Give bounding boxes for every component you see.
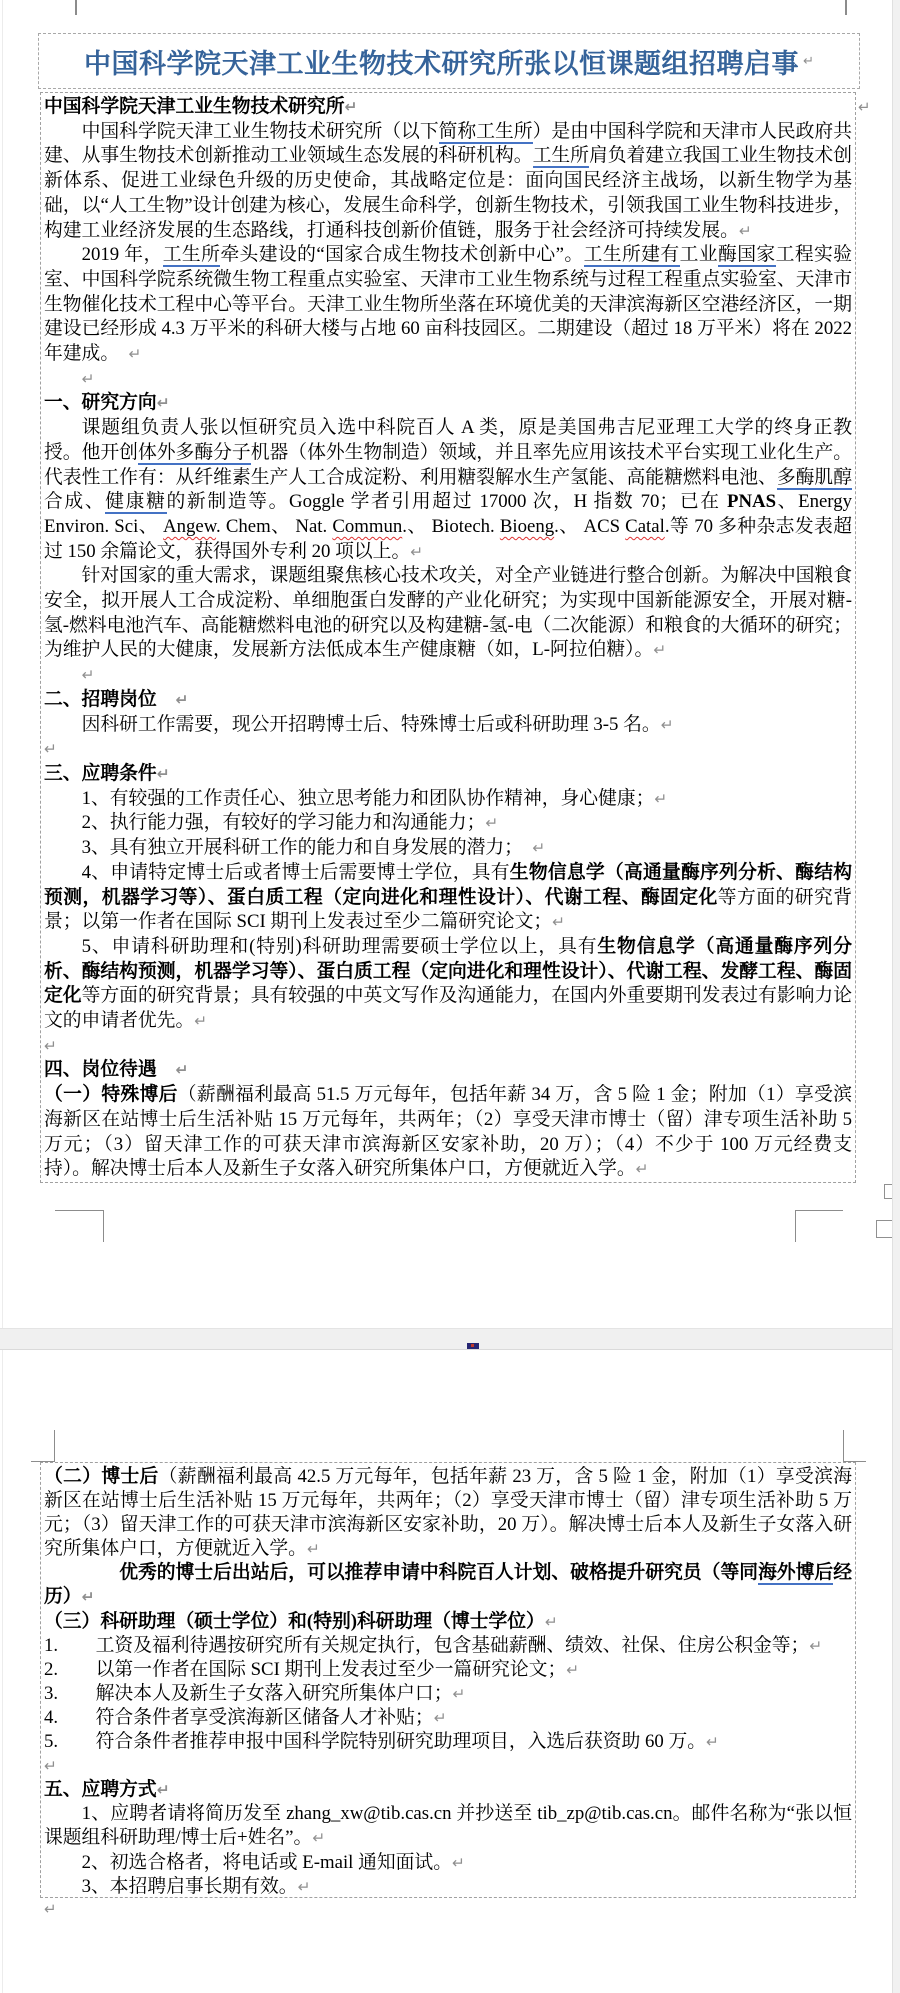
paragraph: [44, 836, 852, 861]
paragraph: [44, 787, 852, 812]
text-run: 体外多酶分子: [137, 441, 251, 463]
text-run: 三、应聘条件: [44, 762, 157, 784]
text-run: 工生所建有: [583, 244, 680, 266]
pilcrow-mark: ↵: [297, 1877, 311, 1896]
text-run: 酶国家: [718, 244, 776, 266]
text-run: 等方面的研究背景；具有较强的中英文写作及沟通能力，在国内外重要期刊发表过有影响力论文的申请者优先。: [44, 985, 853, 1032]
pilcrow-mark: ↵: [654, 789, 668, 808]
paragraph: [44, 1730, 852, 1754]
paragraph: [44, 391, 852, 416]
page-separator: [0, 1328, 900, 1350]
pilcrow-after-box: ↵: [44, 1900, 57, 1918]
text-run: [157, 689, 176, 710]
crop-mark-bottom-left-p1-h: [55, 1210, 103, 1211]
text-run: 一、研究方向: [44, 392, 157, 414]
text-run: 3. 解决本人及新生子女落入研究所集体户口；: [44, 1682, 453, 1704]
pilcrow-mark: ↵: [803, 53, 814, 69]
paragraph: [44, 1561, 852, 1609]
paragraph: [44, 1034, 852, 1059]
paragraph: [44, 935, 852, 1034]
paragraph: [44, 1778, 852, 1802]
text-run: [110, 343, 129, 364]
text-run: PNAS: [727, 491, 777, 513]
paragraph: [44, 811, 852, 836]
text-run: （薪酬福利最高 51.5 万元每年，包括年薪 34 万，含 5 险 1 金；附加（1）享受滨海新区在站博士后生活补贴 15 万元每年，共两年；（2）享受天津市博士（留）津专项生活补助 5 万元；（3）留天津工作的可获天津市滨海新区安家补助，20 万）；（4）不少于 100 万元经费支持）。解决博士后本人及新生子女落入研究所集体户口，方便就近入学。: [44, 1084, 852, 1180]
scrollbar-track[interactable]: [892, 0, 900, 1993]
body-textbox-page2[interactable]: [40, 1462, 856, 1898]
pilcrow-mark: ↵: [44, 740, 57, 759]
paragraph: [44, 1682, 852, 1706]
text-run: .、 Biotech.: [402, 515, 500, 537]
text-run: 4、申请特定博士后或者博士后需要博士学位，具有: [81, 861, 510, 883]
crop-mark-top-left-p2-v: [54, 1430, 55, 1462]
pilcrow-mark: ↵: [344, 98, 358, 116]
pilcrow-mark: ↵: [81, 666, 95, 685]
text-run: 2. 以第一作者在国际 SCI 期刊上发表过至少一篇研究论文；: [44, 1658, 567, 1680]
pilcrow-mark: ↵: [452, 1684, 466, 1703]
paragraph: [44, 1058, 852, 1083]
text-run: 多酶肌醇: [776, 466, 852, 488]
pilcrow-mark: ↵: [635, 1160, 649, 1179]
page-title: 中国科学院天津工业生物技术研究所张以恒课题组招聘启事: [84, 48, 799, 79]
paragraph: [44, 95, 852, 120]
text-run: Catal: [625, 515, 665, 537]
pilcrow-mark: ↵: [312, 1829, 326, 1848]
text-run: ）是由中国科学院和天津市人民政府共建、从事生物技术创新推动工业领域生态发展的科研机构。: [44, 120, 853, 167]
pilcrow-mark: ↵: [175, 1061, 189, 1080]
paragraph: [44, 1754, 852, 1778]
page-number-mark: [467, 1343, 479, 1349]
paragraph: [44, 243, 852, 367]
text-run: 2、初选合格者，将电话或 E-mail 通知面试。: [81, 1851, 452, 1873]
paragraph: [44, 416, 852, 564]
pilcrow-mark: ↵: [128, 345, 142, 364]
text-run: 1. 工资及福利待遇按研究所有关规定执行，包含基础薪酬、绩效、社保、住房公积金等；: [44, 1634, 810, 1656]
pilcrow-mark: ↵: [660, 715, 674, 734]
text-run: 工生所: [162, 244, 221, 266]
text-run: 工生所: [532, 145, 589, 167]
text-run: 、Energy Environ. Sci、: [44, 491, 852, 537]
pilcrow-mark: ↵: [532, 839, 546, 858]
pilcrow-mark: ↵: [175, 690, 189, 709]
text-run: 优秀的博士后出站后，可以推荐申请中科院百人计划、破格提升研究员（等同: [119, 1562, 759, 1584]
title-textbox[interactable]: [38, 33, 860, 89]
text-run: Commun: [332, 515, 403, 537]
text-run: 的新制造等。Goggle 学者引用超过 17000 次，H 指数 70；已在: [166, 491, 727, 513]
text-run: 经历）: [44, 1562, 853, 1608]
text-run: 针对国家的重大需求，课题组聚焦核心技术攻关，对全产业链进行整合创新。为解决中国粮食安全，拟开展人工合成淀粉、单细胞蛋白发酵的产业化研究；为实现中国新能源安全，开展对糖-氢-燃料电池汽车、高能糖燃料电池的研究以及构建糖-氢-电（二次能源）和粮食的大循环的研究；为维护人民的大健康，发展新方法低成本生产健康糖（如，L-阿拉伯糖）。: [44, 565, 852, 661]
pilcrow-mark: ↵: [552, 913, 566, 932]
pilcrow-mark: ↵: [194, 1012, 208, 1031]
text-run: 海外博后: [758, 1562, 834, 1584]
paragraph: [44, 1610, 852, 1634]
pilcrow-mark: ↵: [81, 1588, 95, 1607]
text-run: [514, 837, 533, 858]
pilcrow-mark: ↵: [433, 1708, 447, 1727]
pilcrow-mark: ↵: [81, 369, 95, 388]
paragraph: [44, 1851, 852, 1875]
pilcrow-mark: ↵: [410, 542, 424, 561]
text-run: Angew: [163, 515, 217, 537]
paragraph: [44, 564, 852, 663]
frame-anchor-pilcrow: ↵: [858, 98, 871, 116]
text-run: 1、应聘者请将简历发至 zhang_xw@tib.cas.cn 并抄送至 tib_zp@tib.cas.cn。邮件名称为“张以恒课题组科研助理/博士后+姓名”。: [44, 1803, 852, 1849]
text-run: 1、有较强的工作责任心、独立思考能力和团队协作精神，身心健康；: [81, 787, 655, 809]
crop-mark-bottom-right-p1-v: [795, 1210, 796, 1242]
text-run: 2、执行能力强，有较好的学习能力和沟通能力；: [81, 812, 486, 834]
text-run: 生物信息学（高通量酶序列分析、酶结构预测，机器学习等）、蛋白质工程（定向进化和理性设计）、代谢工程、发酵工程、酶固定化: [44, 935, 853, 1007]
text-run: （二）博士后: [44, 1466, 159, 1487]
pilcrow-mark: ↵: [706, 1733, 719, 1752]
text-run: 合成、: [44, 491, 106, 513]
text-run: 2019 年，: [81, 244, 163, 266]
text-run: 生物信息学（高通量酶序列分析、酶结构预测，机器学习等）、蛋白质工程（定向进化和理性设计）、代谢工程、酶固定化: [44, 861, 853, 908]
crop-mark-bottom-left-p1-v: [103, 1210, 104, 1242]
body-textbox-page1[interactable]: [40, 92, 856, 1183]
text-run: [157, 1059, 176, 1080]
text-run: 3、具有独立开展科研工作的能力和自身发展的潜力；: [81, 837, 514, 859]
text-run: 5、申请科研助理和(特别)科研助理需要硕士学位以上，具有: [81, 935, 598, 957]
paragraph: [44, 120, 852, 244]
text-run: （一）特殊博后: [44, 1084, 178, 1106]
crop-mark-top-left-p1: [75, 0, 77, 15]
pilcrow-mark: ↵: [306, 1540, 320, 1559]
paragraph: [44, 367, 852, 392]
paragraph: [44, 737, 852, 762]
text-run: 五、应聘方式: [44, 1779, 157, 1801]
text-run: .、 ACS: [554, 515, 626, 537]
paragraph: [44, 713, 852, 738]
text-run: 5. 符合条件者推荐申报中国科学院特别研究助理项目，入选后获资助 60 万。: [44, 1731, 707, 1753]
paragraph: [44, 663, 852, 688]
text-run: Bioeng: [499, 515, 555, 537]
text-run: 中国科学院天津工业生物技术研究所（以下: [81, 120, 439, 142]
pilcrow-mark: ↵: [809, 1636, 823, 1655]
text-run: 健康糖: [105, 491, 167, 513]
pilcrow-mark: ↵: [544, 1612, 558, 1631]
text-run: 3、本招聘启事长期有效。: [81, 1875, 298, 1897]
text-run: .等 70 多种杂志发表超过 150 余篇论文，获得国外专利 20 项以上。: [44, 515, 853, 562]
text-run: . Chem、 Nat.: [216, 515, 333, 537]
text-run: 工业: [679, 244, 719, 266]
paragraph: [44, 1083, 852, 1182]
text-run: 工程实验室、中国科学院系统微生物工程重点实验室、天津市工业生物系统与过程工程重点实验室、天津市生物催化技术工程中心等平台。天津工业生物所坐落在环境优美的天津滨海新区空港经济区，一期建设已经形成 4.3 万平米的科研大楼与占地 60 亩科技园区。二期建设（超过 18 万平米）将在 2022 年建成。: [44, 244, 853, 365]
text-run: 简称工生所: [438, 120, 533, 142]
page-number-mark-dot: [471, 1344, 474, 1347]
pilcrow-mark: ↵: [156, 764, 170, 783]
pilcrow-mark: ↵: [566, 1660, 580, 1679]
text-run: （三）科研助理（硕士学位）和(特别)科研助理（博士学位）: [44, 1610, 545, 1632]
paragraph: [44, 1802, 852, 1850]
pilcrow-mark: ↵: [44, 1757, 57, 1776]
text-run: （薪酬福利最高 42.5 万元每年，包括年薪 23 万，含 5 险 1 金，附加（1）享受滨海新区在站博士后生活补贴 15 万元每年，共两年；（2）享受天津市博士（留）津专项生活补助 5 万元；（3）留天津工作的可获天津市滨海新区安家补助，20 万）。解决博士后本人及新生子女落入研究所集体户口，方便就近入学。: [44, 1466, 852, 1560]
window-left-edge: [2, 0, 3, 1993]
paragraph: [44, 1706, 852, 1730]
paragraph: [44, 1465, 852, 1561]
paragraph: [44, 762, 852, 787]
paragraph: [44, 861, 852, 935]
text-run: 课题组负责人张以恒研究员入选中科院百人 A 类，原是美国弗吉尼亚理工大学的终身正教授。他开创: [44, 417, 852, 463]
paragraph: [44, 1634, 852, 1658]
text-run: 等方面的研究背景；以第一作者在国际 SCI 期刊上发表过至少二篇研究论文；: [44, 886, 852, 933]
text-run: 中国科学院天津工业生物技术研究所: [44, 96, 345, 117]
pilcrow-mark: ↵: [156, 394, 170, 413]
pilcrow-mark: ↵: [485, 814, 499, 833]
pilcrow-mark: ↵: [451, 1853, 465, 1872]
crop-mark-top-right-p1: [845, 0, 847, 15]
pilcrow-mark: ↵: [44, 1036, 57, 1055]
text-run: 牵头建设的“国家合成生物技术创新中心”。: [220, 244, 584, 266]
pilcrow-mark: ↵: [156, 1781, 170, 1800]
crop-mark-top-right-p2-v: [843, 1430, 844, 1462]
text-run: 机器（体外生物制造）领域，并且率先应用该技术平台实现工业化生产。代表性工作有：从纤维素生产人工合成淀粉、利用糖裂解水生产氢能、高能糖燃料电池、: [44, 441, 853, 488]
paragraph: [44, 1658, 852, 1682]
text-run: 二、招聘岗位: [44, 688, 157, 710]
pilcrow-mark: ↵: [653, 641, 667, 660]
text-run: 因科研工作需要，现公开招聘博士后、特殊博士后或科研助理 3-5 名。: [81, 713, 661, 735]
crop-mark-bottom-right-p1-h: [795, 1210, 843, 1211]
text-run: 肩负着建立我国工业生物技术创新体系、促进工业绿色升级的历史使命，其战略定位是：面向国民经济主战场，以新生物学为基础，以“人工生物”设计创建为核心，发展生命科学，创新生物技术，引领我国工业生物科技进步，构建工业经济发展的生态路线，打通科技创新价值链，服务于社会经济可持续发展。: [44, 145, 853, 241]
pilcrow-mark: ↵: [738, 221, 752, 240]
paragraph: [44, 688, 852, 713]
text-run: 4. 符合条件者享受滨海新区储备人才补贴；: [44, 1706, 434, 1728]
paragraph: [44, 1875, 852, 1898]
text-run: 四、岗位待遇: [44, 1059, 157, 1081]
